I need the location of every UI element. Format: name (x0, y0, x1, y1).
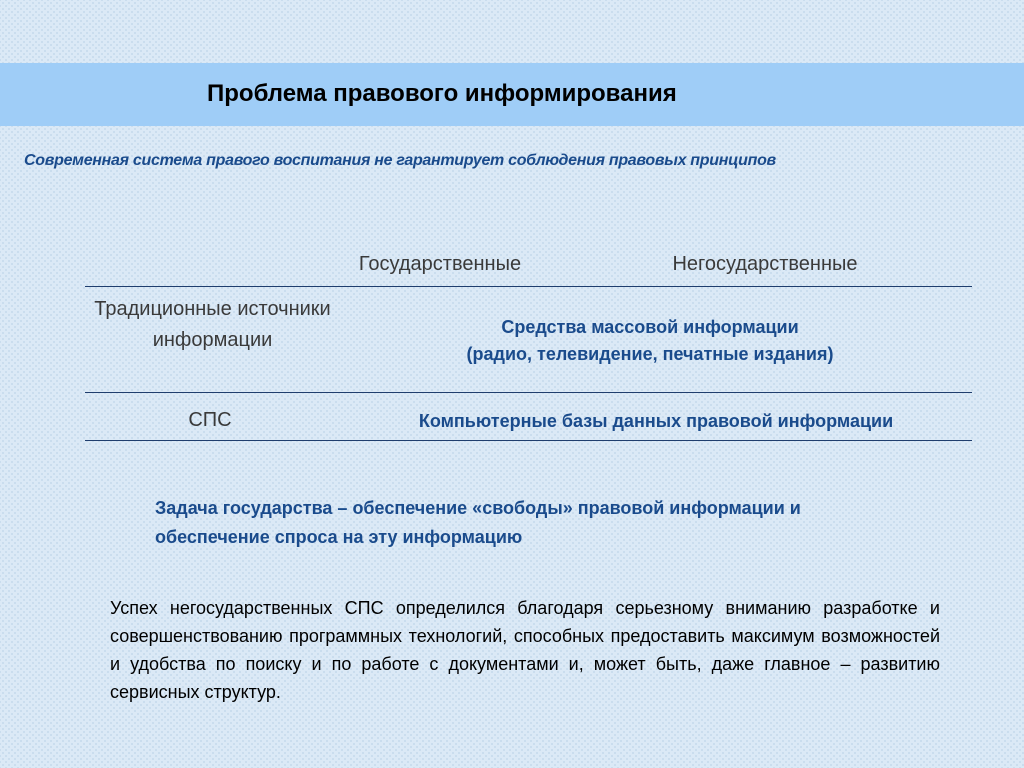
table-divider-top (85, 286, 972, 287)
sources-table (85, 244, 972, 444)
row2-content: Компьютерные базы данных правовой информации (418, 411, 894, 431)
header-nonstate: Негосударственные (672, 253, 858, 275)
table-divider-middle (85, 392, 972, 393)
row1-content-line2: (радио, телевидение, печатные издания) (466, 344, 834, 364)
success-paragraph: Успех негосударственных СПС определился благодаря серьезному вниманию разработке и совершенствованию программных технологий, способных предоставить максимум возможностей и удобства по поиску и по работе с документами и, может быть, даже главное – развитию сервисных структур. (110, 598, 940, 702)
state-task-text: Задача государства – обеспечение «свободы» правовой информации и обеспечение спроса на эту информацию (155, 498, 801, 547)
slide-title: Проблема правового информирования (207, 80, 677, 107)
row1-label: Традиционные источники информации (94, 298, 331, 351)
slide-subtitle: Современная система правого воспитания не гарантирует соблюдения правовых принципов (24, 152, 776, 169)
table-divider-bottom (85, 440, 972, 441)
header-state: Государственные (358, 253, 522, 275)
row2-label: СПС (188, 409, 232, 431)
row1-content-line1: Средства массовой информации (501, 317, 799, 337)
row1-content (340, 314, 960, 368)
